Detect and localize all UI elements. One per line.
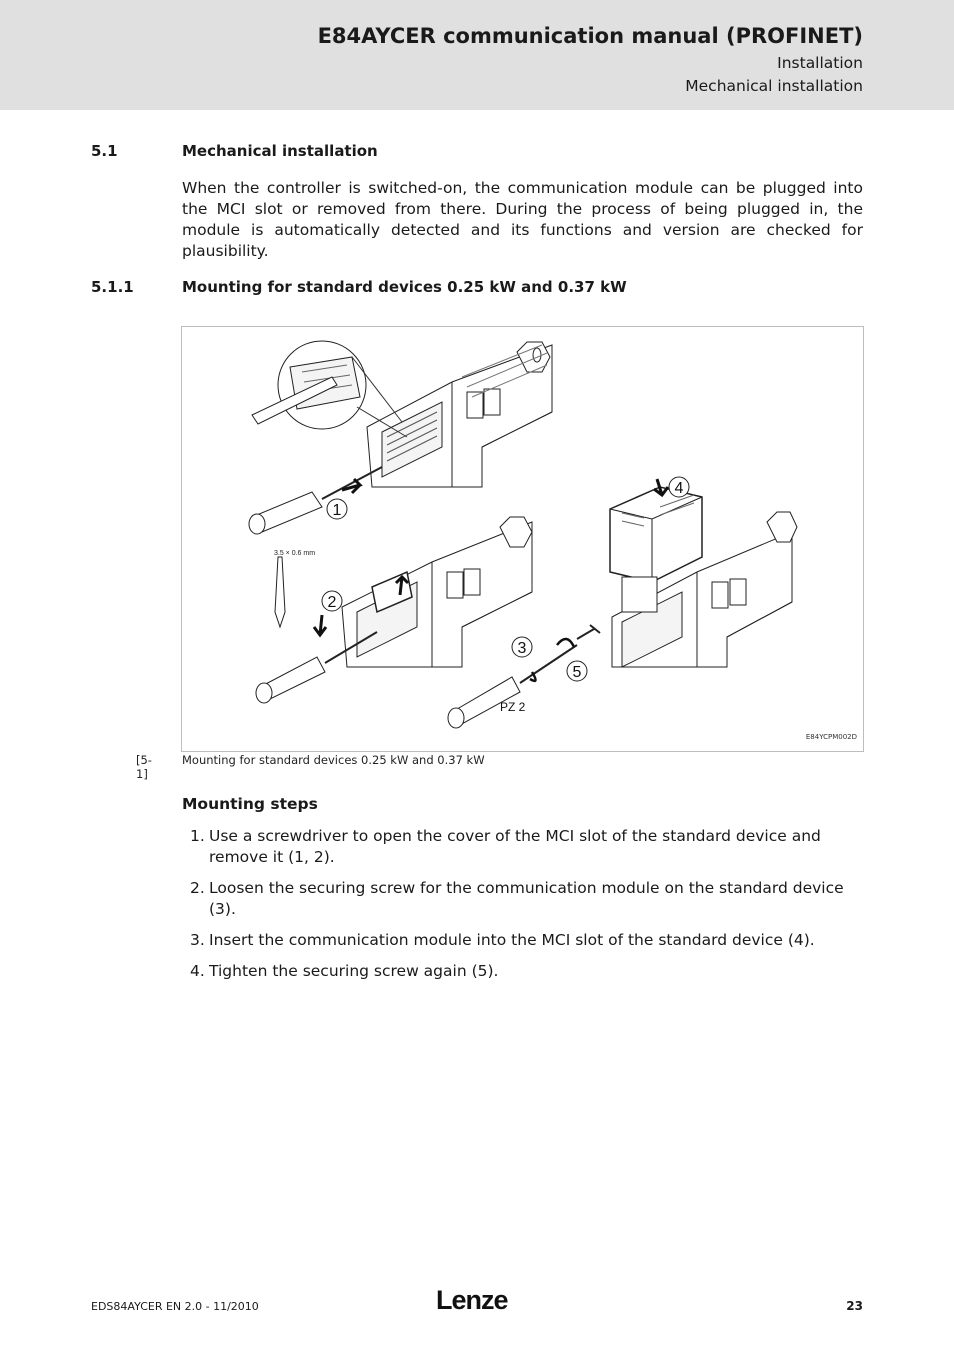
lenze-logo <box>436 1285 518 1315</box>
svg-text:4: 4 <box>674 480 684 497</box>
svg-text:2: 2 <box>327 594 337 611</box>
figure-code: E84YCPM002D <box>805 733 857 741</box>
device-top <box>367 342 552 487</box>
svg-text:PZ 2: PZ 2 <box>500 700 526 714</box>
svg-text:3: 3 <box>517 640 527 657</box>
manual-title: E84AYCER communication manual (PROFINET) <box>317 24 863 48</box>
section-number: 5.1 <box>91 142 118 160</box>
list-item: 1. Use a screwdriver to open the cover of the MCI slot of the standard device and remove it (1, 2). <box>190 827 821 866</box>
marker-3 <box>512 637 532 657</box>
caption-text: Mounting for standard devices 0.25 kW and 0.37 kW <box>182 753 485 767</box>
list-item: 2. Loosen the securing screw for the communication module on the standard device (3). <box>190 879 844 918</box>
arrow-5 <box>557 639 574 647</box>
screwdriver-1 <box>249 467 382 534</box>
steps-title: Mounting steps <box>182 795 318 813</box>
svg-text:1: 1 <box>332 502 342 519</box>
svg-text:Lenze: Lenze <box>436 1285 508 1315</box>
footer-doc-id: EDS84AYCER EN 2.0 - 11/2010 <box>91 1300 259 1313</box>
header-chapter: Installation <box>777 54 863 72</box>
list-item: 4. Tighten the securing screw again (5). <box>190 962 499 980</box>
screwdriver-blade-view <box>274 550 315 627</box>
steps-list <box>182 826 863 992</box>
mounting-figure <box>181 326 864 752</box>
section-title: Mechanical installation <box>182 142 378 160</box>
marker-4 <box>669 477 689 497</box>
subsection-title: Mounting for standard devices 0.25 kW and 0.37 kW <box>182 278 627 296</box>
marker-1 <box>327 499 347 519</box>
svg-text:3.5 × 0.6 mm: 3.5 × 0.6 mm <box>274 550 316 557</box>
page-header <box>0 0 954 110</box>
arrow-2 <box>314 615 326 635</box>
svg-text:5: 5 <box>572 664 582 681</box>
section-paragraph: When the controller is switched-on, the communication module can be plugged into the MCI slot or removed from there. During the process of being plugged in, the module is automatically detected and its functions and version are checked for plausibility. <box>182 179 863 260</box>
device-bottom-left <box>342 517 532 667</box>
subsection-number: 5.1.1 <box>91 278 134 296</box>
marker-5 <box>567 661 587 681</box>
screwdriver-pz <box>448 645 577 728</box>
page-number: 23 <box>846 1299 863 1313</box>
header-section: Mechanical installation <box>685 77 863 95</box>
list-item: 3. Insert the communication module into the MCI slot of the standard device (4). <box>190 931 815 949</box>
mounting-illustration <box>182 327 863 751</box>
caption-number: [5-1] <box>136 753 152 781</box>
marker-2 <box>322 591 342 611</box>
zoom-detail <box>252 341 407 437</box>
securing-screw <box>577 625 600 639</box>
